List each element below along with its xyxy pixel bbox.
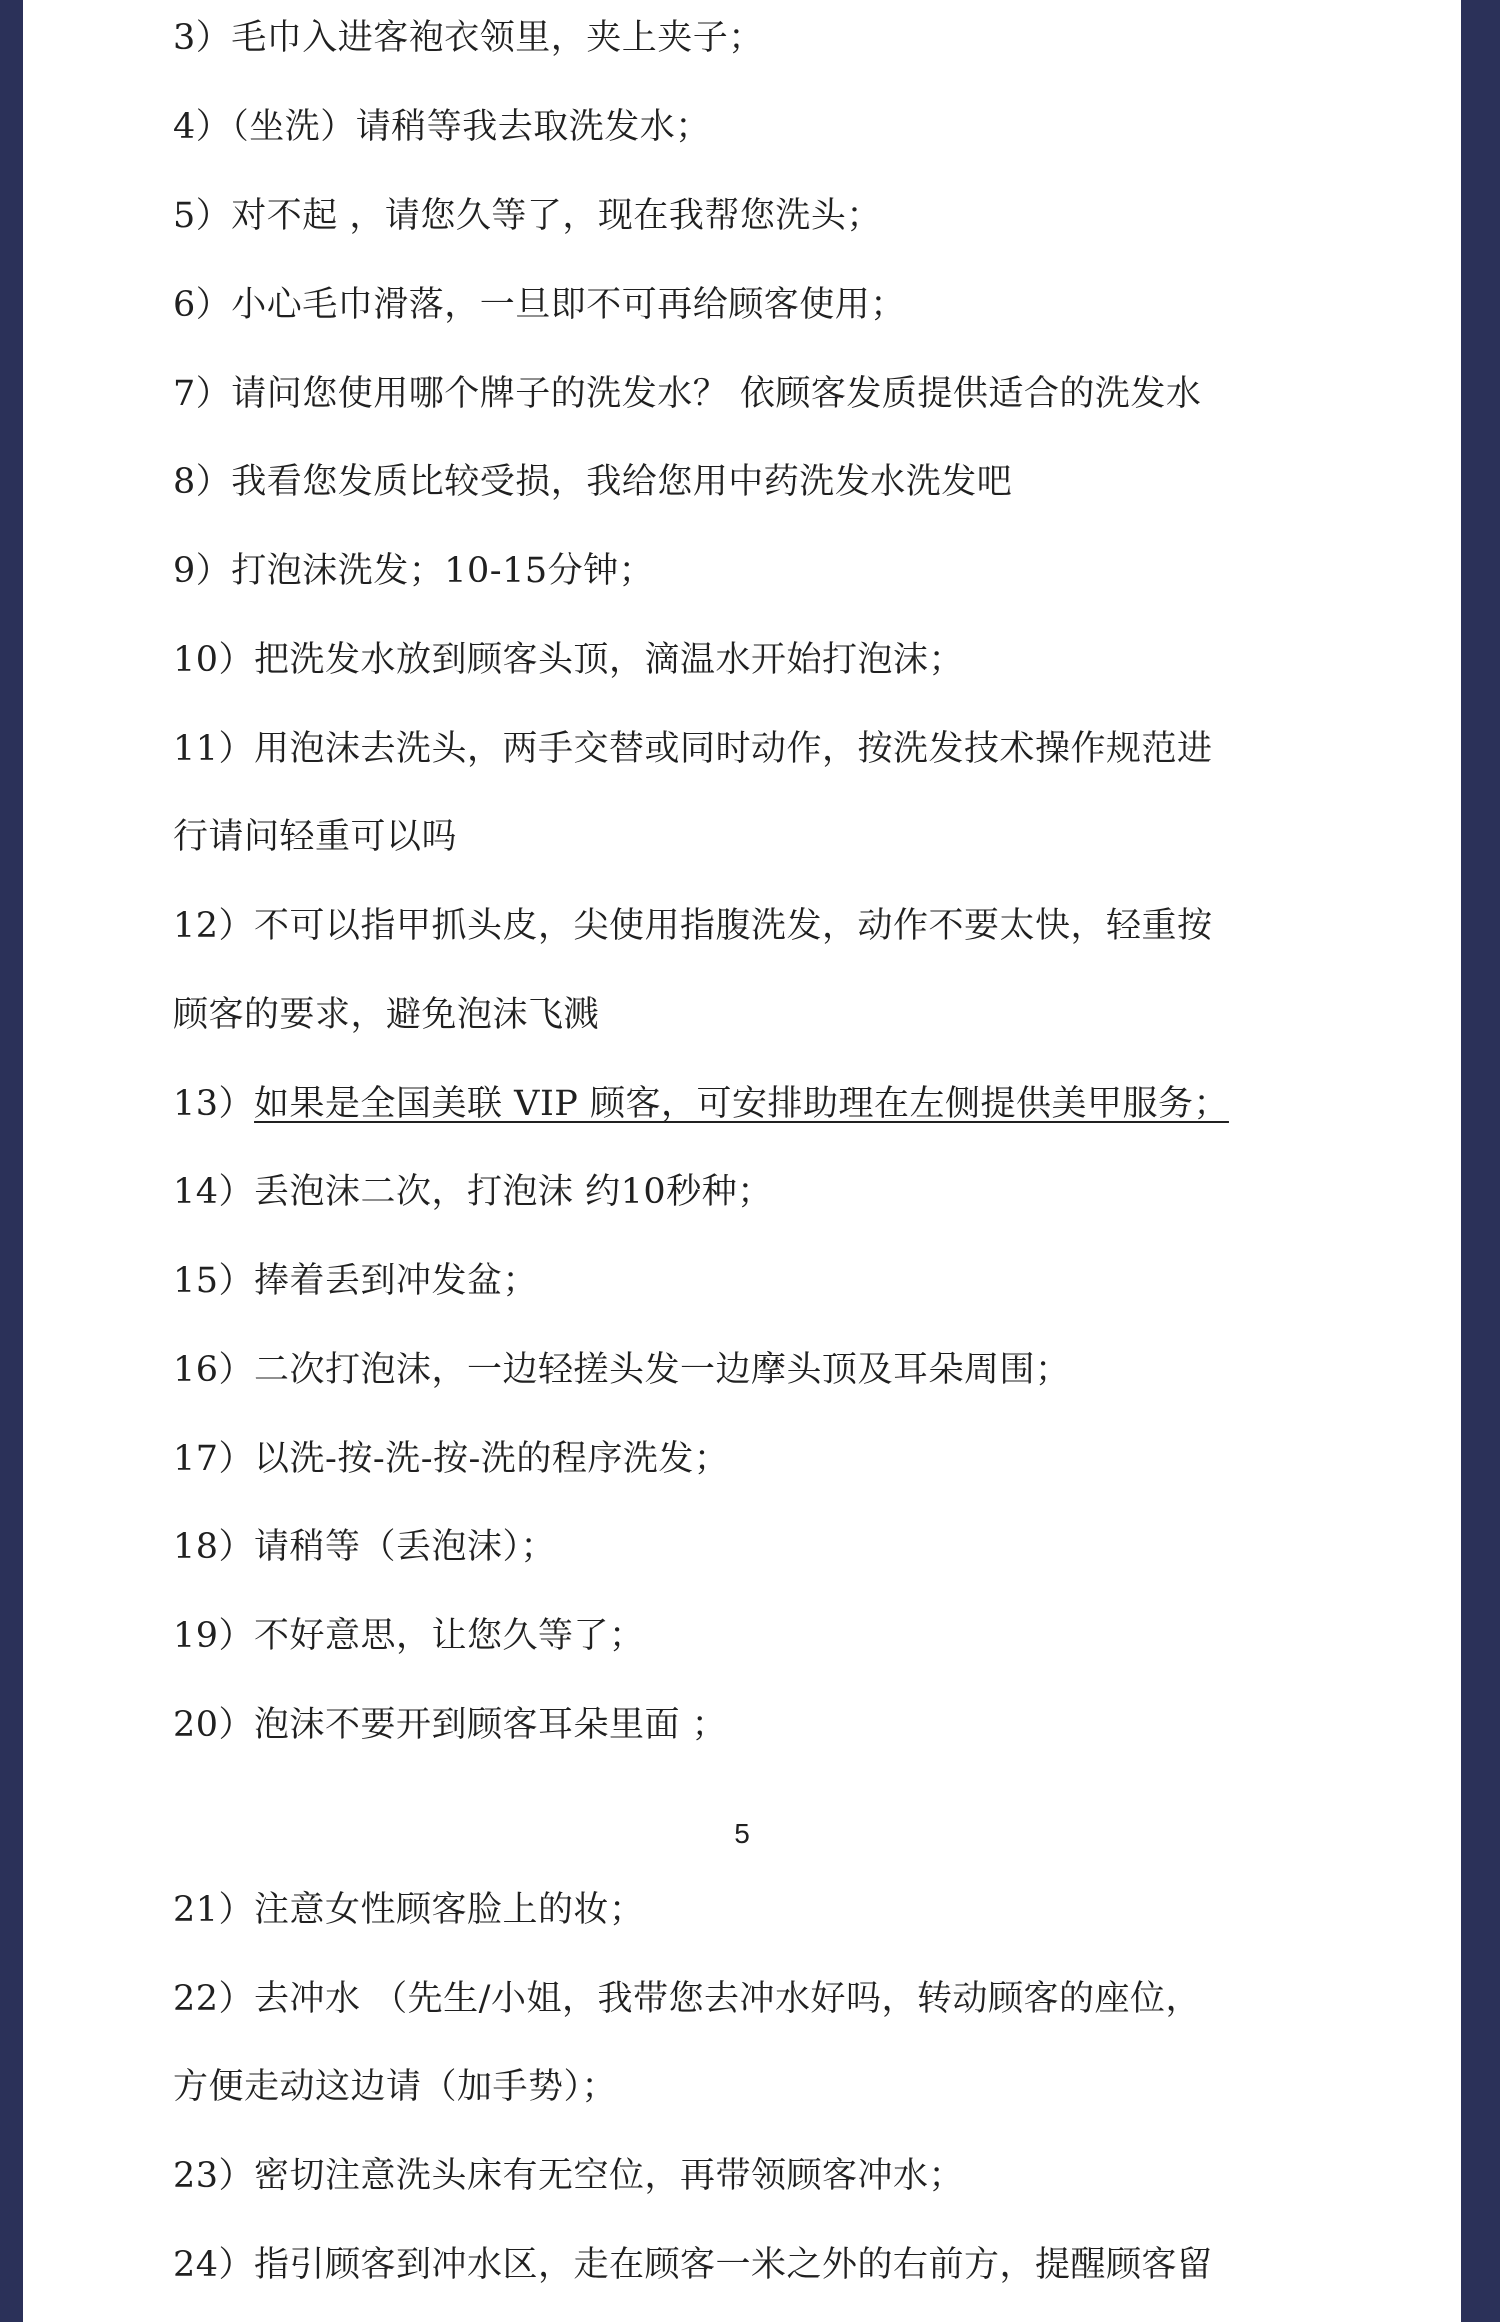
- text-line: 20）泡沫不要开到顾客耳朵里面 ；: [173, 1705, 728, 1745]
- item-number: 13）: [173, 1084, 255, 1124]
- text-line: 11）用泡沫去洗头，两手交替或同时动作，按洗发技术操作规范进: [173, 729, 1213, 769]
- underlined-text-line: [173, 1084, 1229, 1124]
- text-line: 9）打泡沫洗发；10-15分钟；: [173, 551, 655, 591]
- text-line: 22）去冲水 （先生/小姐，我带您去冲水好吗，转动顾客的座位，: [173, 1979, 1201, 2019]
- text-line: 19）不好意思，让您久等了；: [173, 1616, 645, 1656]
- text-line: 23）密切注意洗头床有无空位，再带领顾客冲水；: [173, 2156, 965, 2196]
- text-line: 18）请稍等（丢泡沫）；: [173, 1527, 557, 1567]
- text-line: 12）不可以指甲抓头皮，尖使用指腹洗发，动作不要太快，轻重按: [173, 906, 1213, 946]
- text-line: 15）捧着丢到冲发盆；: [173, 1261, 539, 1301]
- text-line: 方便走动这边请（加手势）；: [173, 2067, 618, 2107]
- text-line: 14）丢泡沫二次，打泡沫 约10秒种；: [173, 1172, 773, 1212]
- text-line: 4）（坐洗）请稍等我去取洗发水；: [173, 107, 711, 147]
- text-line: 24）指引顾客到冲水区，走在顾客一米之外的右前方，提醒顾客留: [173, 2245, 1213, 2285]
- text-line: 10）把洗发水放到顾客头顶，滴温水开始打泡沫；: [173, 640, 965, 680]
- page-number: 5: [734, 1818, 750, 1849]
- text-line: 17）以洗-按-洗-按-洗的程序洗发；: [173, 1439, 730, 1479]
- text-line: 21）注意女性顾客脸上的妆；: [173, 1890, 645, 1930]
- underlined-text: 如果是全国美联 VIP 顾客，可安排助理在左侧提供美甲服务；: [254, 1084, 1229, 1124]
- text-line: 6）小心毛巾滑落，一旦即不可再给顾客使用；: [173, 285, 906, 325]
- text-line: 5）对不起 ，请您久等了，现在我帮您洗头；: [173, 196, 882, 236]
- text-line: 行请问轻重可以吗: [173, 817, 458, 857]
- text-line: 3）毛巾入进客袍衣领里，夹上夹子；: [173, 18, 764, 58]
- text-line: 7）请问您使用哪个牌子的洗发水？ 依顾客发质提供适合的洗发水: [173, 374, 1202, 414]
- document-page: [23, 0, 1461, 2322]
- text-line: 16）二次打泡沫，一边轻搓头发一边摩头顶及耳朵周围；: [173, 1350, 1071, 1390]
- text-line: 8）我看您发质比较受损，我给您用中药洗发水洗发吧: [173, 462, 1013, 502]
- text-line: 顾客的要求，避免泡沫飞溅: [173, 995, 600, 1035]
